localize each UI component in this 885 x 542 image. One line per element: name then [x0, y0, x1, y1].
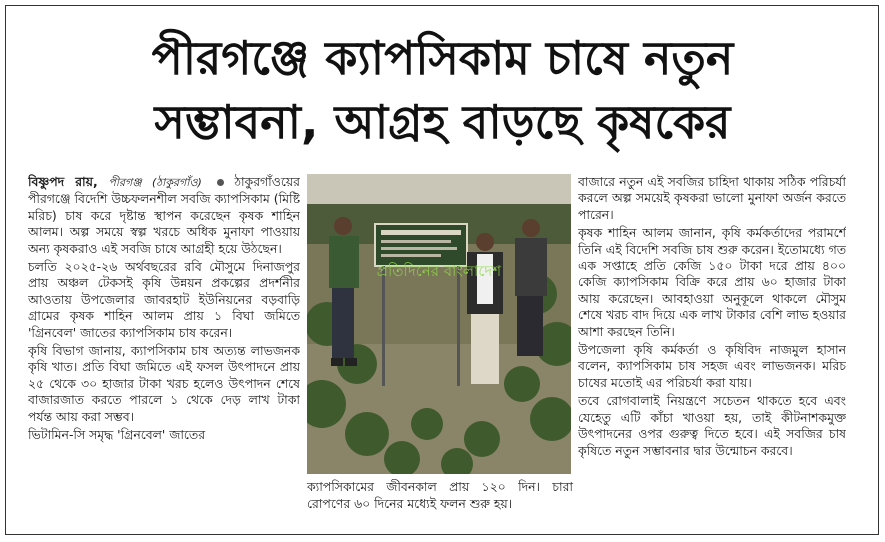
bullet-dot-icon [217, 179, 224, 186]
lead-paragraph [28, 174, 300, 257]
photo-caption: ক্যাপসিকামের জীবনকাল প্রায় ১২০ দিন। চারা রোপণের ৬০ দিনের মধ্যেই ফলন শুরু হয়। [307, 479, 573, 511]
headline-line-2: সম্ভাবনা, আগ্রহ বাড়ছে কৃষকের [154, 95, 731, 149]
article-photo [307, 174, 571, 474]
paragraph: কৃষি বিভাগ জানায়, ক্যাপসিকাম চাষ অত্যন্ত লাভজনক কৃষি খাত। প্রতি বিঘা জমিতে এই ফসল উৎপাদনে প্রায় ২৫ থেকে ৩০ হাজার টাকা খরচ হলেও উৎপাদন শেষে বাজারজাত করতে পারলে ১ থেকে দেড় লাখ টাকা পর্যন্ত আয় করা সম্ভব। [28, 343, 300, 424]
byline-author: বিষ্ণুপদ রায়, [28, 174, 98, 189]
paragraph: বাজারে নতুন এই সবজির চাহিদা থাকায় সঠিক পরিচর্যা করলে অল্প সময়েই কৃষকরা ভালো মুনাফা অর্জন করতে পারেন। [578, 174, 846, 222]
paragraph: উপজেলা কৃষি কর্মকর্তা ও কৃষিবিদ নাজমুল হাসান বলেন, ক্যাপসিকাম চাষ সহজ এবং লাভজনক। মরিচ চাষের মতোই এর পরিচর্যা করা যায়। [578, 342, 846, 390]
paragraph: তবে রোগবালাই নিয়ন্ত্রণে সচেতন থাকতে হবে এবং যেহেতু এটি কাঁচা খাওয়া হয়, তাই কীটনাশকমুক্ত উৎপাদনের ওপর গুরুত্ব দিতে হবে। এই সবজির চাষ কৃষিতে নতুন সম্ভাবনার দ্বার উন্মোচন করবে। [578, 393, 846, 458]
article-right-column [578, 174, 846, 516]
paragraph-text: ঠাকুরগাঁওয়ের পীরগঞ্জে বিদেশি উচ্চফলনশীল সবজি ক্যাপসিকাম (মিষ্টি মরিচ) চাষ করে দৃষ্টান্ত স্থাপন করেছেন কৃষক শাহিন আলম। অল্প সময়ে স্বল্প খরচে অধিক মুনাফা পাওয়ায় অন্য কৃষকরাও এই সবজি চাষে আগ্রহী হয়ে উঠছেন। [28, 174, 300, 256]
headline-line-1: পীরগঞ্জে ক্যাপসিকাম চাষে নতুন [151, 31, 734, 85]
photo-watermark: প্রতিদিনের বাংলাদেশ [376, 262, 502, 280]
paragraph: কৃষক শাহিন আলম জানান, কৃষি কর্মকর্তাদের পরামর্শে তিনি এই বিদেশি সবজি চাষ শুরু করেন। ইতোমধ্যে গত এক সপ্তাহে প্রতি কেজি ১৫০ টাকা দরে প্রায় ৪০০ কেজি ক্যাপসিকাম বিক্রি করে প্রায় ৬০ হাজার টাকা আয় করেছেন। আবহাওয়া অনুকূলে থাকলে মৌসুম শেষে খরচ বাদ দিয়ে এক লাখ টাকার বেশি লাভ হওয়ার আশা করছেন তিনি। [578, 225, 846, 339]
photo-illustration [307, 174, 571, 474]
byline-location: পীরগঞ্জ (ঠাকুরগাঁও) [108, 176, 202, 189]
paragraph: চলতি ২০২৫-২৬ অর্থবছরের রবি মৌসুমে দিনাজপুর প্রায় অঞ্চল টেকসই কৃষি উন্নয়ন প্রকল্পের প্রদর্শনীর আওতায় উপজেলার জাবরহাট ইউনিয়নের বড়বাড়ি গ্রামের কৃষক শাহিন আলম প্রায় ১ বিঘা জমিতে 'গ্রিনবেল' জাতের ক্যাপসিকাম চাষ করেন। [28, 259, 300, 340]
paragraph: ভিটামিন-সি সমৃদ্ধ 'গ্রিনবেল' জাতের [28, 427, 206, 443]
article-left-column [28, 174, 300, 516]
